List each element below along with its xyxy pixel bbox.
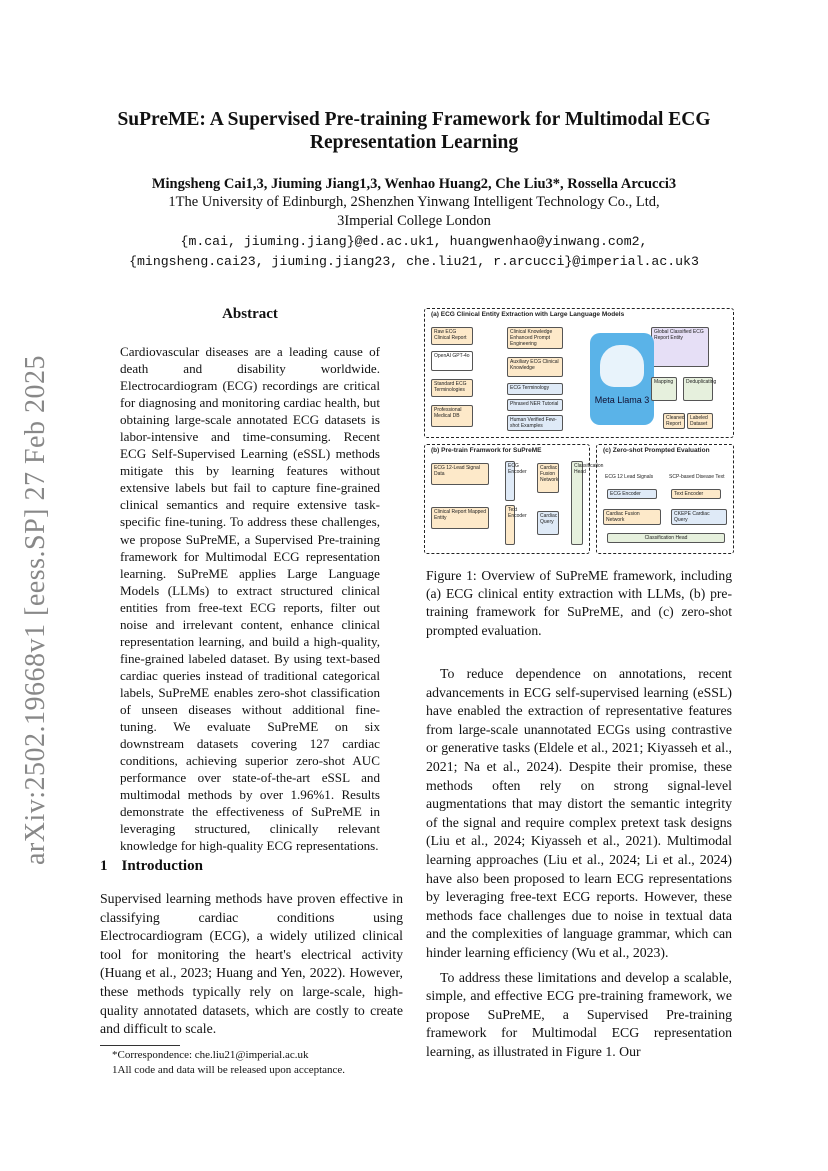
right-column <box>426 665 732 1067</box>
fig-box-b-text-encoder: Text Encoder <box>505 505 515 545</box>
llm-name: Meta Llama 3 <box>594 395 650 405</box>
fig-box-ecg-terminology: ECG Terminology <box>507 383 563 395</box>
fig-box-mapping: Mapping <box>651 377 677 401</box>
fig-box-gpt4o: OpenAI GPT-4o <box>431 351 473 371</box>
footnote-correspondence: *Correspondence: che.liu21@imperial.ac.uk <box>112 1049 309 1061</box>
llama-icon <box>600 345 644 387</box>
fig-box-medical-db: Professional Medical DB <box>431 405 473 427</box>
title-line-1: SuPreME: A Supervised Pre-training Framework for Multimodal ECG <box>117 109 711 130</box>
panel-c <box>596 444 734 554</box>
figure-1 <box>424 308 734 554</box>
affiliation-line-1: 1The University of Edinburgh, 2Shenzhen Yinwang Intelligent Technology Co., Ltd, <box>168 194 660 210</box>
fig-box-prompt-engineering: Clinical Knowledge Enhanced Prompt Engineering <box>507 327 563 349</box>
figure-caption: Figure 1: Overview of SuPreME framework, including (a) ECG clinical entity extraction with LLMs, (b) pre-training framework for SuPreME, and (c) zero-shot prompted evaluation. <box>426 568 732 638</box>
arxiv-sidebar <box>6 340 66 880</box>
abstract-heading: Abstract <box>222 306 278 322</box>
paragraph: To address these limitations and develop a scalable, simple, and effective ECG pre-training framework, we propose SuPreME, a Supervised Pre-training framework for Multimodal ECG representation learning, as illustrated in Figure 1. Our <box>426 969 732 1059</box>
section-heading-introduction <box>100 858 203 875</box>
fig-box-standard-terms: Standard ECG Terminologies <box>431 379 473 397</box>
fig-box-b-class-head: Classification Head <box>571 461 583 545</box>
fig-box-mapped-entity: Clinical Report Mapped Entity <box>431 507 489 529</box>
affiliation-line-2: 3Imperial College London <box>337 213 491 229</box>
fig-box-few-shot: Human Verified Few-shot Examples <box>507 415 563 431</box>
fig-box-ner-tutorial: Phrased NER Tutorial <box>507 399 563 411</box>
footnote-rule <box>100 1045 180 1046</box>
title-line-2: Representation Learning <box>309 132 519 153</box>
emails <box>60 232 768 272</box>
fig-box-c-ecg-encoder: ECG Encoder <box>607 489 657 499</box>
llama-logo <box>590 333 654 425</box>
fig-box-b-cardiac-query: Cardiac Query <box>537 511 559 535</box>
paragraph: To reduce dependence on annotations, recent advancements in ECG self-supervised learning (eSSL) have enabled the extraction of representative features from large-scale unannotated ECGs using contrastive or generative tasks (Eldele et al., 2021; Kiyasseh et al., 2021; Na et al., 2024). Despite their promise, these methods often rely on strong signal-level augmentations that may distort the semantic integrity of the signal and require complex pretext task designs (Liu et al., 2024; Kiyasseh et al., 2021). Multimodal learning approaches (Liu et al., 2024; Li et al., 2024) have also been proposed to learn ECG representations by leveraging free-text ECG reports. However, these methods face challenges due to noise in textual data and the complexities of language grammar, which can hinder learning efficiency (Wu et al., 2023). <box>426 666 732 960</box>
affiliations <box>60 193 768 231</box>
fig-box-dedup: Deduplicating <box>683 377 713 401</box>
section-number: 1 <box>100 858 108 874</box>
panel-b-title: (b) Pre-train Framwork for SuPreME <box>431 447 542 454</box>
author-list: Mingsheng Cai1,3, Jiuming Jiang1,3, Wenhao Huang2, Che Liu3*, Rossella Arcucci3 <box>151 176 677 192</box>
abstract-text: Cardiovascular diseases are a leading cause of death and disability worldwide. Electrocardiogram (ECG) recordings are critical for diagnosing and monitoring cardiac health, but obtaining large-scale annotated ECG datasets is labor-intensive and time-consuming. Recent ECG Self-Supervised Learning (eSSL) methods mitigate this by learning features without extensive labels but fail to capture fine-grained clinical semantics and require extensive task-specific fine-tuning. To address these challenges, we propose SuPreME, a Supervised Pre-training framework for Multimodal ECG representation learning. SuPreME applies Large Language Models (LLMs) to extract structured clinical entities from free-text ECG reports, filter out noise and irrelevant content, enhance clinical representation learning, and build a high-quality, fine-grained labeled dataset. By using text-based cardiac queries instead of traditional categorical labels, SuPreME enables zero-shot classification of unseen diseases without additional fine-tuning. We evaluate SuPreME on six downstream datasets covering 127 cardiac conditions, achieving superior zero-shot AUC performance over state-of-the-art eSSL and multimodal methods by over 1.96%1. Results demonstrate the effectiveness of SuPreME in leveraging structured, clinically relevant knowledge for high-quality ECG representations. <box>120 344 380 854</box>
email-line-1: {m.cai, jiuming.jiang}@ed.ac.uk1, huangwenhao@yinwang.com2, <box>180 234 648 249</box>
fig-box-raw-report: Raw ECG Clinical Report <box>431 327 473 345</box>
fig-box-c-disease-text: SCP-based Disease Text <box>667 473 729 483</box>
panel-a <box>424 308 734 438</box>
arxiv-id: arXiv:2502.19668v1 [eess.SP] 27 Feb 2025 <box>20 355 51 865</box>
fig-box-b-fusion: Cardiac Fusion Network <box>537 463 559 493</box>
paper-title <box>80 108 748 154</box>
footnote-code: 1All code and data will be released upon acceptance. <box>112 1064 346 1076</box>
panel-c-title: (c) Zero-shot Prompted Evaluation <box>603 447 710 454</box>
fig-box-c-text-encoder: Text Encoder <box>671 489 721 499</box>
fig-box-c-query: CKEPE Cardiac Query <box>671 509 727 525</box>
fig-box-c-signals: ECG 12 Lead Signals <box>603 473 659 483</box>
panel-b <box>424 444 604 554</box>
fig-box-global-entity: Global Classified ECG Report Entity <box>651 327 709 367</box>
fig-box-signal-data: ECG 12-Lead Signal Data <box>431 463 489 485</box>
fig-box-c-class-head: Classification Head <box>607 533 725 543</box>
section-title: Introduction <box>121 858 203 874</box>
fig-box-b-ecg-encoder: ECG Encoder <box>505 461 515 501</box>
panel-a-title: (a) ECG Clinical Entity Extraction with Large Language Models <box>431 311 625 318</box>
fig-box-aux-knowledge: Auxiliary ECG Clinical Knowledge <box>507 357 563 377</box>
intro-paragraph: Supervised learning methods have proven effective in classifying cardiac conditions using Electrocardiogram (ECG), a widely utilized clinical tool for monitoring the heart's electrical activity (Huang et al., 2023; Huang and Yen, 2022). However, these methods typically rely on large-scale, high-quality annotated datasets, which are costly to create and difficult to scale. <box>100 891 403 1037</box>
fig-box-c-fusion: Cardiac Fusion Network <box>603 509 661 525</box>
fig-box-labeled: Labeled Dataset <box>687 413 713 429</box>
fig-box-cleaned: Cleaned Report <box>663 413 685 429</box>
email-line-2: {mingsheng.cai23, jiuming.jiang23, che.liu21, r.arcucci}@imperial.ac.uk3 <box>129 254 699 269</box>
footnotes <box>100 1048 403 1078</box>
